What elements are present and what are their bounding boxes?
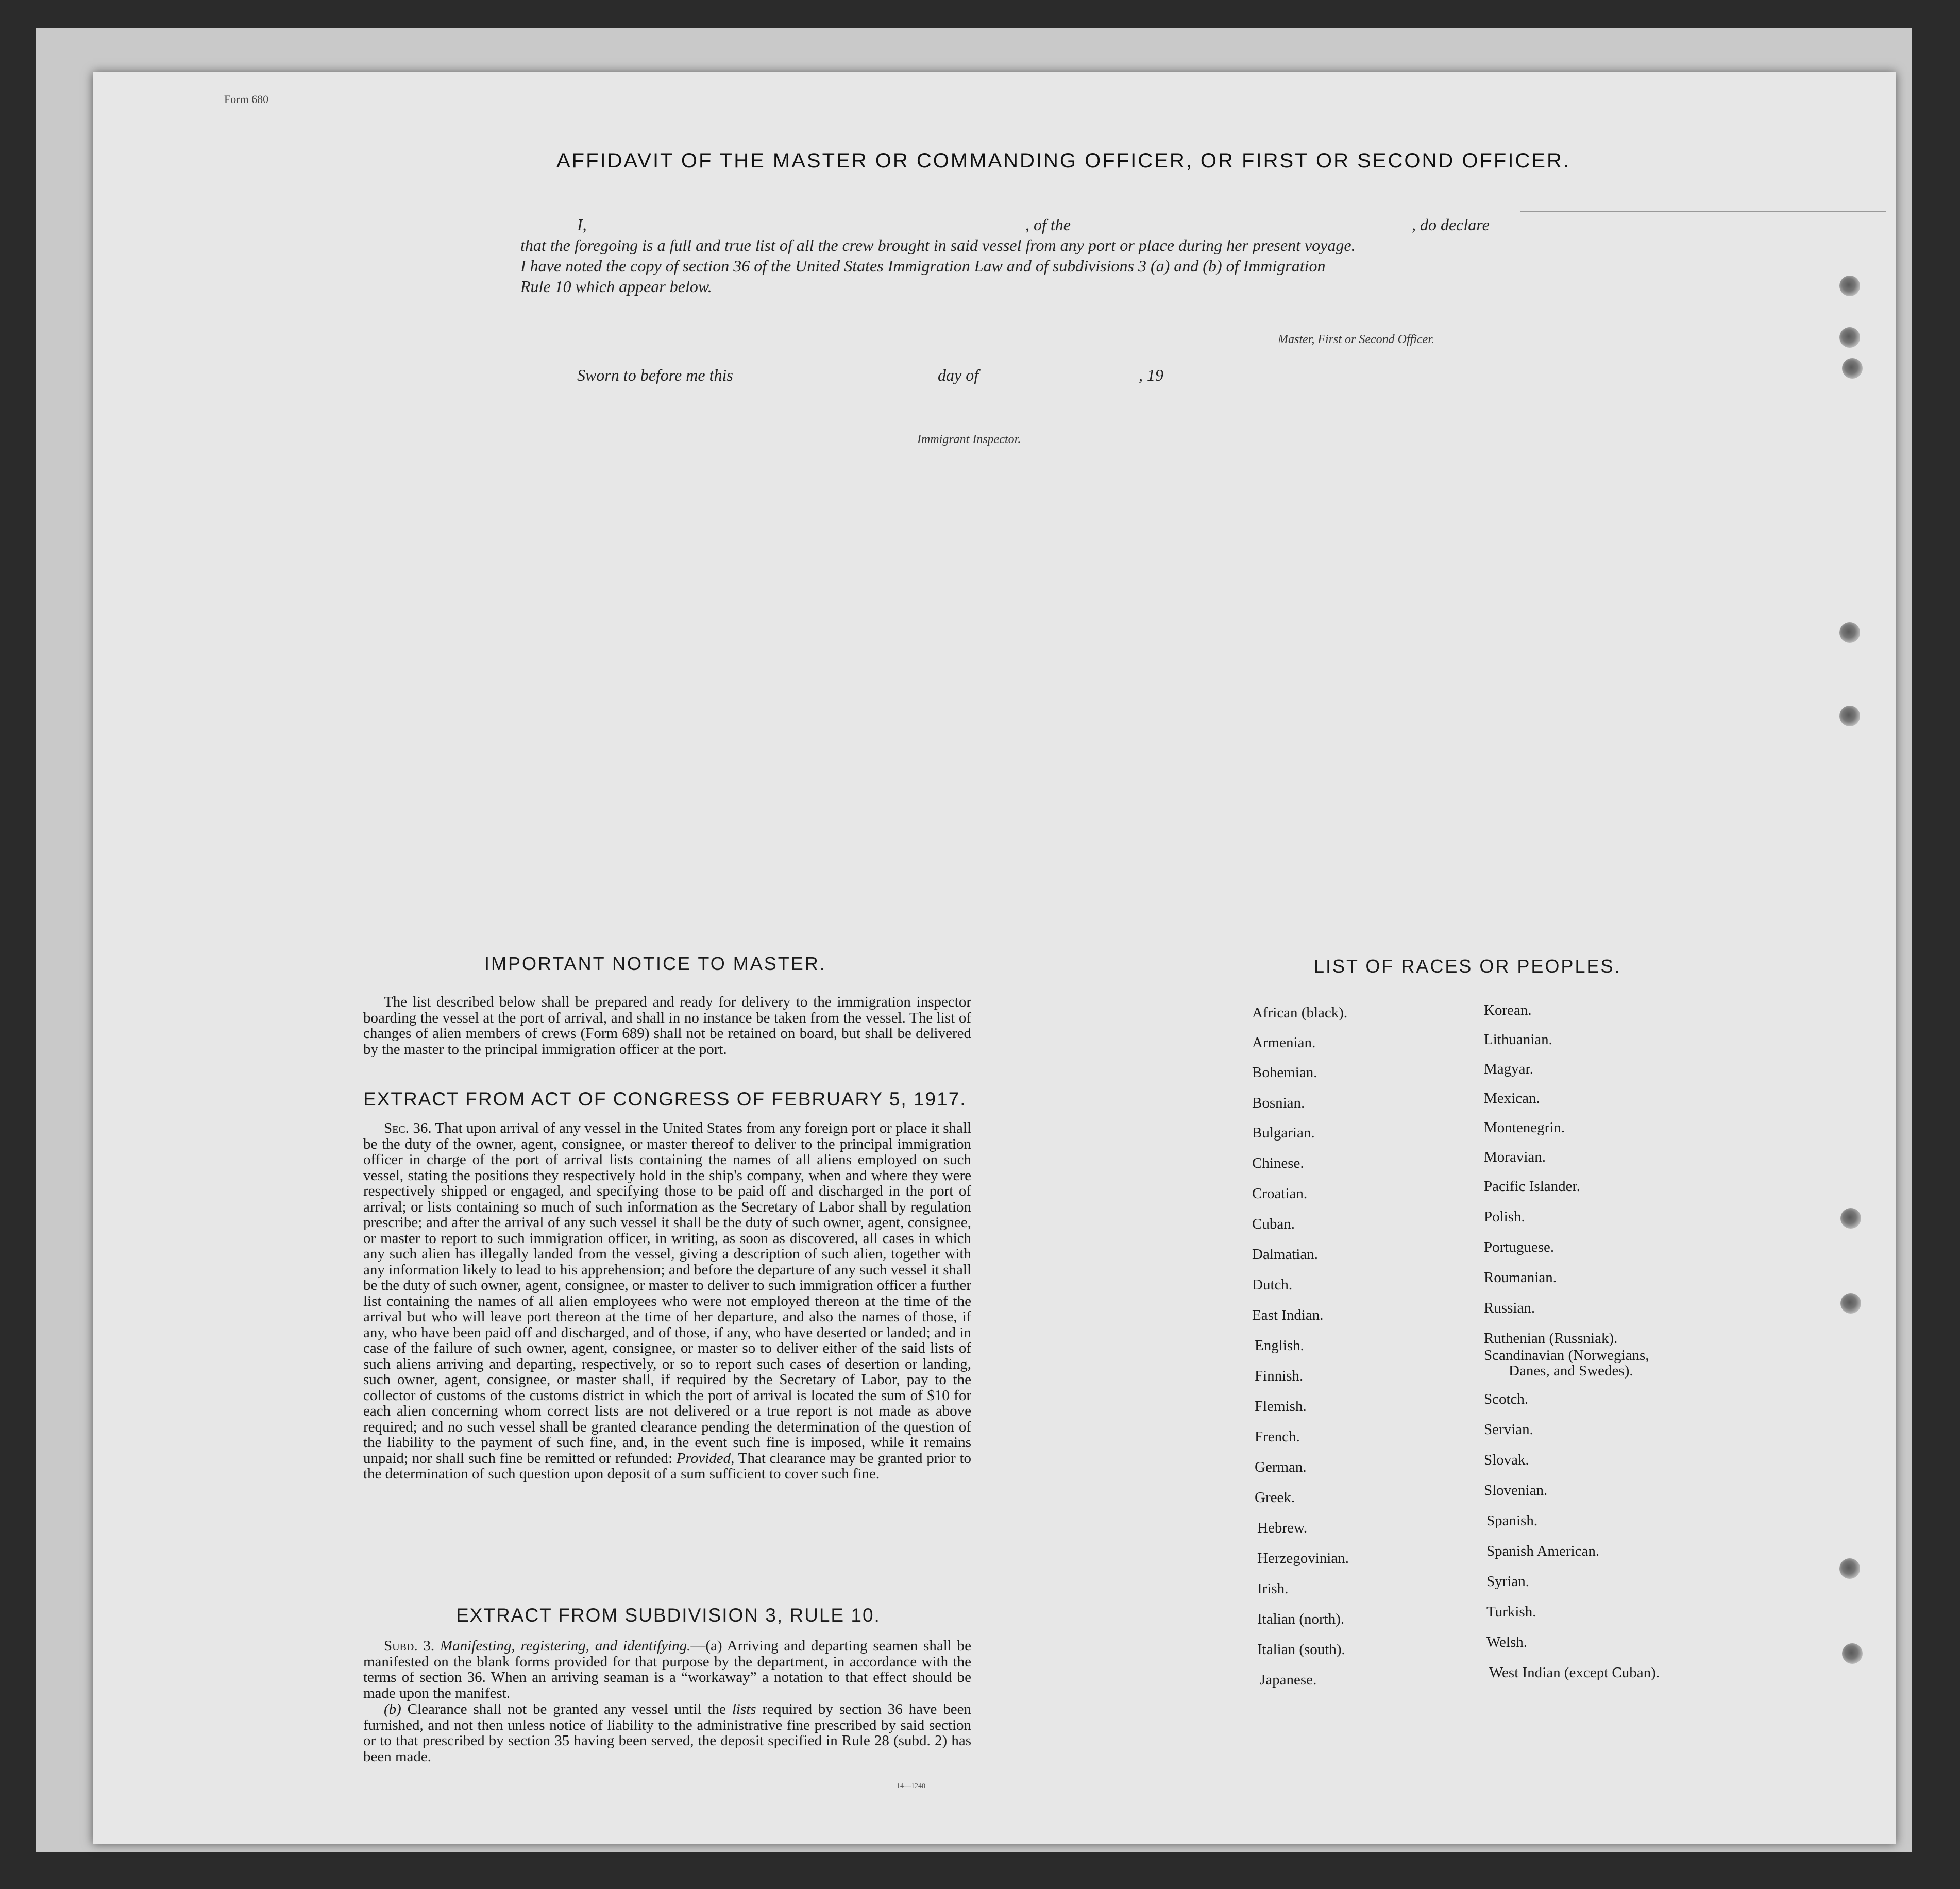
race-item: Lithuanian. <box>1484 1031 1552 1048</box>
race-item: Servian. <box>1484 1421 1533 1438</box>
extract-rule-title: EXTRACT FROM SUBDIVISION 3, RULE 10. <box>456 1605 881 1626</box>
race-item: Herzegovinian. <box>1257 1550 1349 1567</box>
extract-act-title: EXTRACT FROM ACT OF CONGRESS OF FEBRUARY 5, 1917. <box>363 1088 967 1110</box>
affidavit-line-2: that the foregoing is a full and true list of all the crew brought in said vessel from any port or place during her present voyage. <box>520 236 1356 254</box>
section-36-text <box>363 1120 971 1482</box>
punch-hole <box>1839 622 1860 643</box>
race-item: Dutch. <box>1252 1277 1293 1293</box>
race-item: Ruthenian (Russniak). <box>1484 1330 1618 1347</box>
race-item: Korean. <box>1484 1002 1532 1018</box>
race-item: Finnish. <box>1255 1368 1304 1384</box>
races-title: LIST OF RACES OR PEOPLES. <box>1314 956 1621 977</box>
race-item: Chinese. <box>1252 1155 1304 1171</box>
subd-a-body: —(a) Arriving and departing seamen shall be manifested on the blank forms provided for that purpose by the department, in accordance with the terms of section 36. When an arriving seaman is a “workaway” a notation to that effect should be made upon the manifest. <box>363 1638 972 1701</box>
race-item: Portuguese. <box>1484 1239 1555 1255</box>
race-item: English. <box>1255 1337 1304 1354</box>
race-item: Dalmatian. <box>1252 1246 1319 1263</box>
section-end: That clearance may be granted prior to the determination of such question upon deposit of a sum sufficient to cover such fine. <box>363 1450 971 1482</box>
sworn-text: Sworn to before me this <box>577 366 733 384</box>
section-label: Sec. 36. <box>384 1120 432 1136</box>
race-item: Bulgarian. <box>1252 1125 1315 1141</box>
race-item: Roumanian. <box>1484 1269 1557 1286</box>
subd-b-part1: Clearance shall not be granted any vessel until the <box>407 1701 726 1717</box>
affidavit-title: AFFIDAVIT OF THE MASTER OR COMMANDING OFFICER, OR FIRST OR SECOND OFFICER. <box>556 149 1570 172</box>
punch-hole <box>1839 706 1860 726</box>
race-item: West Indian (except Cuban). <box>1489 1664 1660 1681</box>
subd-label: Subd. 3. <box>384 1638 435 1654</box>
race-item: Japanese. <box>1260 1672 1317 1688</box>
affidavit-line-3: I have noted the copy of section 36 of the United States Immigration Law and of subdivisions 3 (a) and (b) of Immigration <box>520 257 1326 275</box>
race-item: French. <box>1255 1428 1300 1445</box>
race-item: Hebrew. <box>1257 1520 1308 1536</box>
notice-body: The list described below shall be prepared and ready for delivery to the immigration inspector boarding the vessel at the port of arrival, and shall in no instance be taken from the vessel. The list of changes of alien members of crews (Form 689) shall not be retained on board, but shall be delivered by the master to the principal immigration officer at the port. <box>363 994 971 1058</box>
race-item: Polish. <box>1484 1209 1525 1225</box>
affidavit-of-the: , of the <box>1025 215 1071 234</box>
race-item: Moravian. <box>1484 1149 1546 1165</box>
affidavit-declare: , do declare <box>1412 215 1490 234</box>
print-code: 14—1240 <box>897 1782 925 1790</box>
signature-caption: Master, First or Second Officer. <box>1278 333 1434 346</box>
subd-heading: Manifesting, registering, and identifying. <box>440 1638 691 1654</box>
race-item: Armenian. <box>1252 1034 1316 1051</box>
race-item: Syrian. <box>1486 1573 1529 1590</box>
race-item: Italian (south). <box>1257 1641 1345 1658</box>
provided-word: Provided, <box>676 1450 735 1467</box>
race-item: Pacific Islander. <box>1484 1178 1580 1195</box>
race-item: Danes, and Swedes). <box>1509 1363 1633 1379</box>
punch-hole <box>1839 276 1860 296</box>
race-item: Flemish. <box>1255 1398 1307 1415</box>
race-item: Spanish. <box>1486 1512 1538 1529</box>
race-item: Spanish American. <box>1486 1543 1600 1559</box>
race-item: Magyar. <box>1484 1061 1533 1077</box>
inspector-caption: Immigrant Inspector. <box>917 433 1021 446</box>
form-number: Form 680 <box>224 93 269 106</box>
race-item: Slovenian. <box>1484 1482 1548 1499</box>
race-item: German. <box>1255 1459 1307 1475</box>
subd-b-part2: required by section 36 have been furnished, and not then unless notice of liability to the administrative fine prescribed by said section or to that prescribed by section 35 having been served, the deposit specified in Rule 28 (subd. 2) has been made. <box>363 1701 971 1765</box>
race-item: Mexican. <box>1484 1090 1540 1107</box>
affidavit-line-4: Rule 10 which appear below. <box>520 277 712 296</box>
race-item: Cuban. <box>1252 1216 1295 1232</box>
punch-hole <box>1839 327 1860 348</box>
year-text: , 19 <box>1139 366 1163 384</box>
affidavit-rule <box>1520 211 1886 212</box>
race-item: Italian (north). <box>1257 1611 1345 1627</box>
race-item: Welsh. <box>1486 1634 1528 1650</box>
section-body: That upon arrival of any vessel in the United States from any foreign port or place it shall be the duty of the owner, agent, consignee, or master thereof to deliver to the principal immigration officer in charge of the port of arrival lists containing the names of all aliens employed on such vessel, stating the positions they respectively hold in the ship's company, when and where they were respectively shipped or engaged, and specifying those to be paid off and discharged in the port of arrival; or lists containing so much of such information as the Secretary of Labor shall by regulation prescribe; and after the arrival of any such vessel it shall be the duty of such owner, agent, consignee, or master to report to such immigration officer, in writing, as soon as discovered, all cases in which any such alien has illegally landed from the vessel, giving a description of such alien, together with any information likely to lead to his apprehension; and before the departure of any such vessel it shall be the duty of such owner, agent, consignee, or master to deliver to such immigration officer a further list containing the names of all alien employees who were not employed thereon at the time of the arrival but who will leave port thereon at the time of her departure, and also the names of those, if any, who have been paid off and discharged, and of those, if any, who have deserted or landed; and in case of the failure of such owner, agent, consignee, or master so to deliver either of the said lists of such aliens arriving and departing, respectively, or so to report such cases of desertion or landing, such owner, agent, consignee, or master shall, if required by the Secretary of Labor, pay to the collector of customs of the customs district in which the port of arrival is located the sum of $10 for each alien concerning whom correct lists are not delivered or a true report is not made as above required; and no such vessel shall be granted clearance pending the determination of the question of the liability to the payment of such fine, and, in the event such fine is imposed, while it remains unpaid; nor shall such fine be remitted or refunded: <box>363 1120 971 1467</box>
subd-b-lists: lists <box>732 1701 756 1717</box>
subdivision-b-text <box>363 1701 971 1764</box>
punch-hole <box>1842 1643 1863 1664</box>
document-page <box>93 72 1896 1844</box>
notice-title: IMPORTANT NOTICE TO MASTER. <box>484 953 826 974</box>
race-item: Irish. <box>1257 1580 1289 1597</box>
punch-hole <box>1840 1293 1861 1314</box>
race-item: Turkish. <box>1486 1604 1536 1620</box>
day-of-text: day of <box>938 366 979 384</box>
race-item: Scotch. <box>1484 1391 1529 1407</box>
affidavit-i: I, <box>577 215 587 234</box>
subdivision-a-text <box>363 1638 971 1701</box>
punch-hole <box>1840 1208 1861 1229</box>
race-item: Greek. <box>1255 1489 1295 1506</box>
race-item: Bosnian. <box>1252 1095 1305 1111</box>
race-item: Slovak. <box>1484 1452 1529 1468</box>
race-item: East Indian. <box>1252 1307 1324 1323</box>
race-item: Montenegrin. <box>1484 1119 1565 1136</box>
race-item: African (black). <box>1252 1005 1348 1021</box>
race-item: Scandinavian (Norwegians, <box>1484 1347 1649 1364</box>
race-item: Bohemian. <box>1252 1064 1317 1081</box>
punch-hole <box>1842 358 1863 379</box>
punch-hole <box>1839 1558 1860 1579</box>
race-item: Croatian. <box>1252 1185 1308 1202</box>
race-item: Russian. <box>1484 1300 1535 1316</box>
subd-b-label: (b) <box>384 1701 401 1717</box>
